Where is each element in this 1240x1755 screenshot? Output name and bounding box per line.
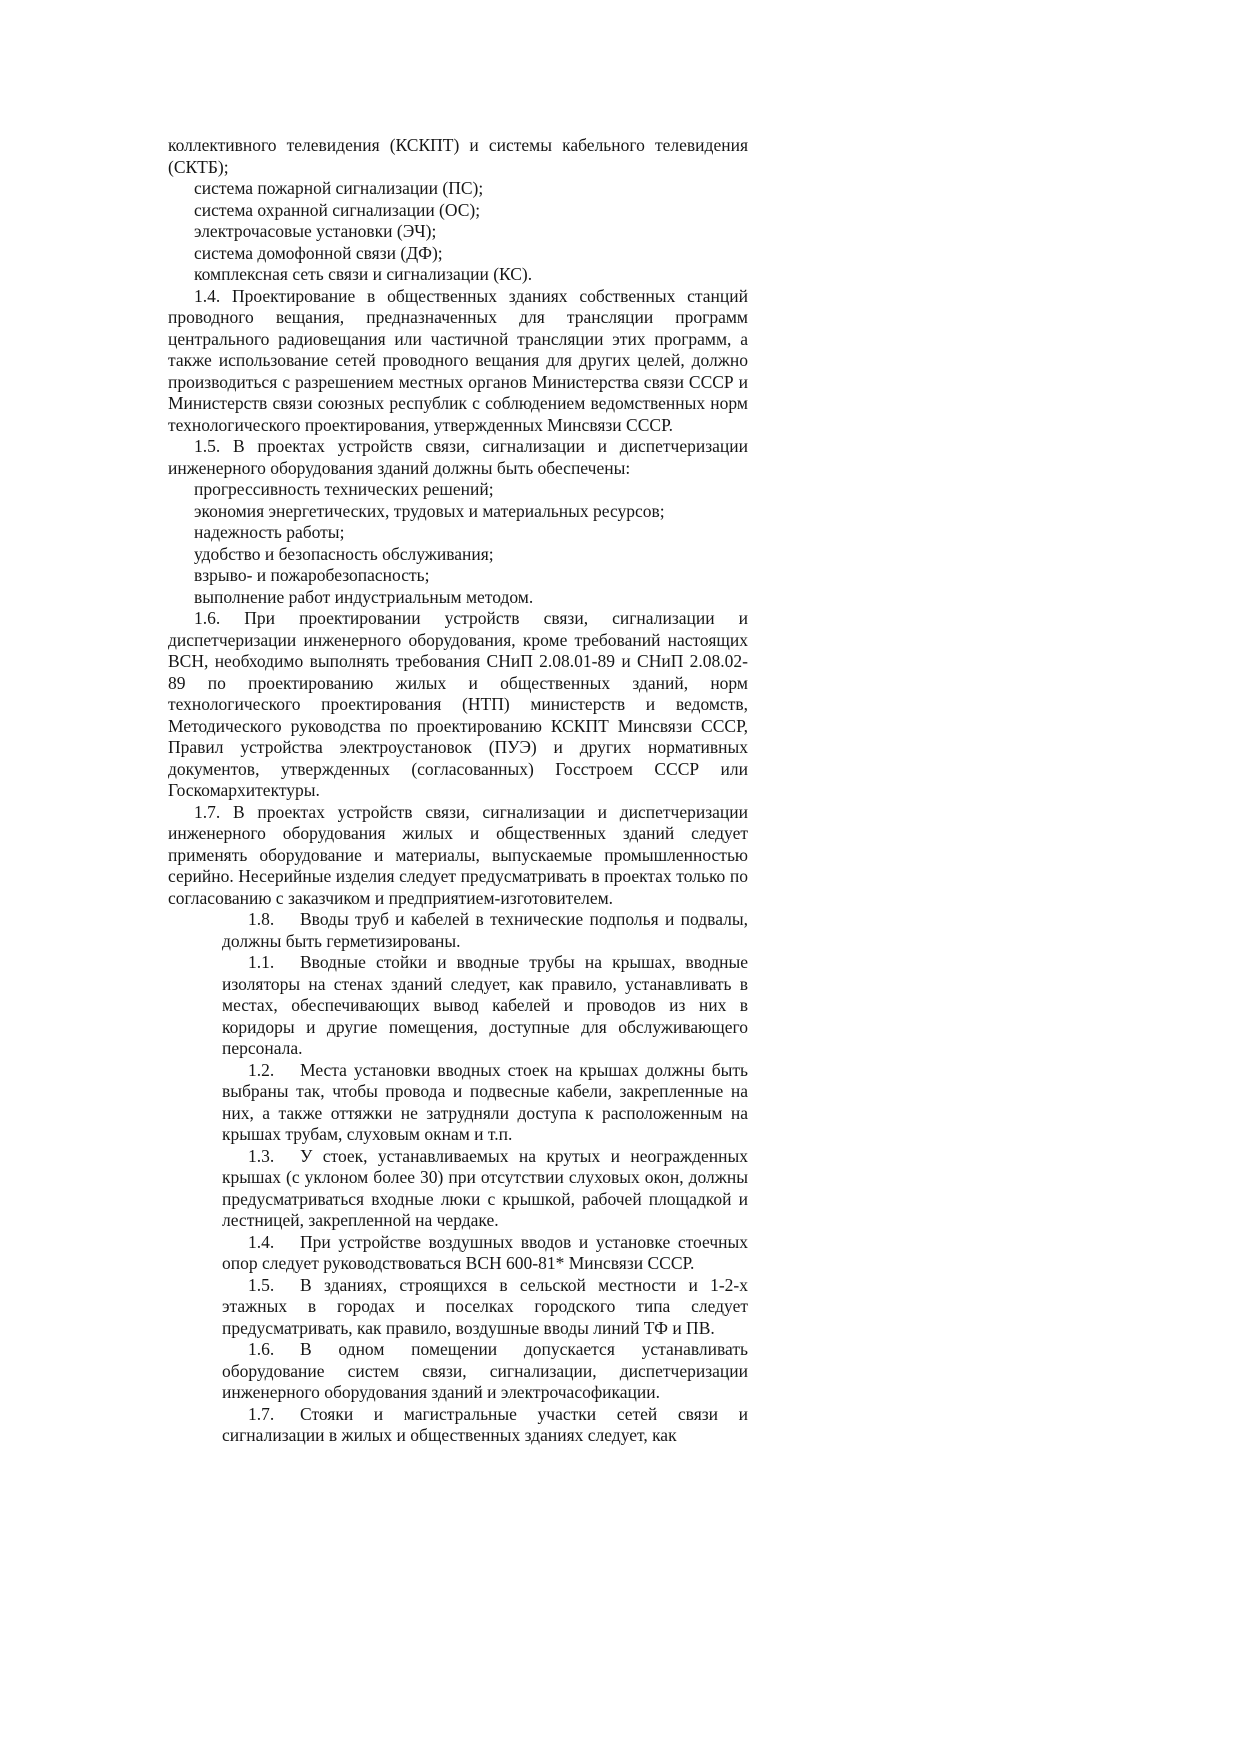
paragraph-1-5: 1.5. В проектах устройств связи, сигнализации и диспетчеризации инженерного оборудования зданий должны быть обеспечены: xyxy=(168,436,748,478)
paragraph-block-1-7 xyxy=(222,1404,748,1447)
paragraph-text: Вводы труб и кабелей в технические подполья и подвалы, должны быть герметизированы. xyxy=(222,909,748,951)
list-item: система домофонной связи (ДФ); xyxy=(194,242,443,263)
paragraph-number: 1.5. xyxy=(248,1274,275,1295)
paragraph-number: 1.6. xyxy=(248,1339,275,1359)
paragraph-block-1-5 xyxy=(222,1275,748,1340)
paragraph-number: 1.4. xyxy=(248,1231,275,1252)
paragraph-text: Стояки и магистральные участки сетей связи и сигнализации в жилых и общественных зданиях следует, как xyxy=(222,1403,748,1445)
paragraph-text: Вводные стойки и вводные трубы на крышах, вводные изоляторы на стенах зданий следует, как правило, устанавливать в местах, обеспечивающих вывод кабелей и проводов из них в коридоры и другие помещения, доступные для обслуживающего персонала. xyxy=(222,952,748,1058)
paragraph-1-6: 1.6. При проектировании устройств связи, сигнализации и диспетчеризации инженерного оборудования, кроме требований настоящих ВСН, необходимо выполнять требования СНиП 2.08.01-89 и СНиП 2.08.02-89 по проектированию жилых и общественных зданий, норм технологического проектирования (НТП) министерств и ведомств, Методического руководства по проектированию КСКПТ Минсвязи СССР, Правил устройства электроустановок (ПУЭ) и других нормативных документов, утвержденных (согласованных) Госстроем СССР или Госкомархитектуры. xyxy=(168,608,748,800)
list-item: выполнение работ индустриальным методом. xyxy=(194,586,534,607)
paragraph-number: 1.8. xyxy=(248,909,275,929)
paragraph-number: 1.2. xyxy=(248,1059,275,1080)
paragraph-block-1-1 xyxy=(222,952,748,1060)
list-item: прогрессивность технических решений; xyxy=(194,479,494,499)
list-item: система охранной сигнализации (ОС); xyxy=(194,199,481,220)
paragraph-text: Места установки вводных стоек на крышах должны быть выбраны так, чтобы провода и подвесные кабели, закрепленные на них, а также оттяжки не затрудняли доступа к расположенным на крышах трубам, слуховым окнам и т.п. xyxy=(222,1059,748,1144)
paragraph-block-1-2 xyxy=(222,1060,748,1146)
list-item: экономия энергетических, трудовых и материальных ресурсов; xyxy=(194,500,665,521)
paragraph-number: 1.7. xyxy=(248,1403,275,1424)
paragraph-text: В зданиях, строящихся в сельской местности и 1-2-х этажных в городах и поселках городского типа следует предусматривать, как правило, воздушные вводы линий ТФ и ПВ. xyxy=(222,1274,748,1338)
paragraph-block-1-3 xyxy=(222,1146,748,1232)
paragraph-continuation: коллективного телевидения (КСКПТ) и системы кабельного телевидения (СКТБ); xyxy=(168,135,748,177)
paragraph-block-1-8 xyxy=(222,909,748,952)
paragraph-number: 1.3. xyxy=(248,1145,275,1166)
text-column xyxy=(168,135,748,1447)
paragraph-text: При устройстве воздушных вводов и установке стоечных опор следует руководствоваться ВСН 600-81* Минсвязи СССР. xyxy=(222,1231,748,1273)
list-item: надежность работы; xyxy=(194,522,345,542)
list-item: комплексная сеть связи и сигнализации (КС). xyxy=(194,264,533,284)
list-item: удобство и безопасность обслуживания; xyxy=(194,543,494,564)
paragraph-1-4: 1.4. Проектирование в общественных зданиях собственных станций проводного вещания, предназначенных для трансляции программ центрального радиовещания или частичной трансляции этих программ, а также использование сетей проводного вещания для других целей, должно производиться с разрешением местных органов Министерства связи СССР и Министерств связи союзных республик с соблюдением ведомственных норм технологического проектирования, утвержденных Минсвязи СССР. xyxy=(168,285,748,435)
paragraph-number: 1.1. xyxy=(248,952,275,972)
paragraph-text: В одном помещении допускается устанавливать оборудование систем связи, сигнализации, диспетчеризации инженерного оборудования зданий и электрочасофикации. xyxy=(222,1339,748,1402)
list-item: взрыво- и пожаробезопасность; xyxy=(194,565,430,585)
list-item: электрочасовые установки (ЭЧ); xyxy=(194,221,437,241)
paragraph-block-1-4 xyxy=(222,1232,748,1275)
paragraph-block-1-6 xyxy=(222,1339,748,1404)
paragraph-text: У стоек, устанавливаемых на крутых и неогражденных крышах (с уклоном более 30) при отсутствии слуховых окон, должны предусматриваться входные люки с крышкой, рабочей площадкой и лестницей, закрепленной на чердаке. xyxy=(222,1145,748,1230)
list-item: система пожарной сигнализации (ПС); xyxy=(194,178,484,198)
paragraph-1-7: 1.7. В проектах устройств связи, сигнализации и диспетчеризации инженерного оборудования жилых и общественных зданий следует применять оборудование и материалы, выпускаемые промышленностью серийно. Несерийные изделия следует предусматривать в проектах только по согласованию с заказчиком и предприятием-изготовителем. xyxy=(168,801,748,908)
